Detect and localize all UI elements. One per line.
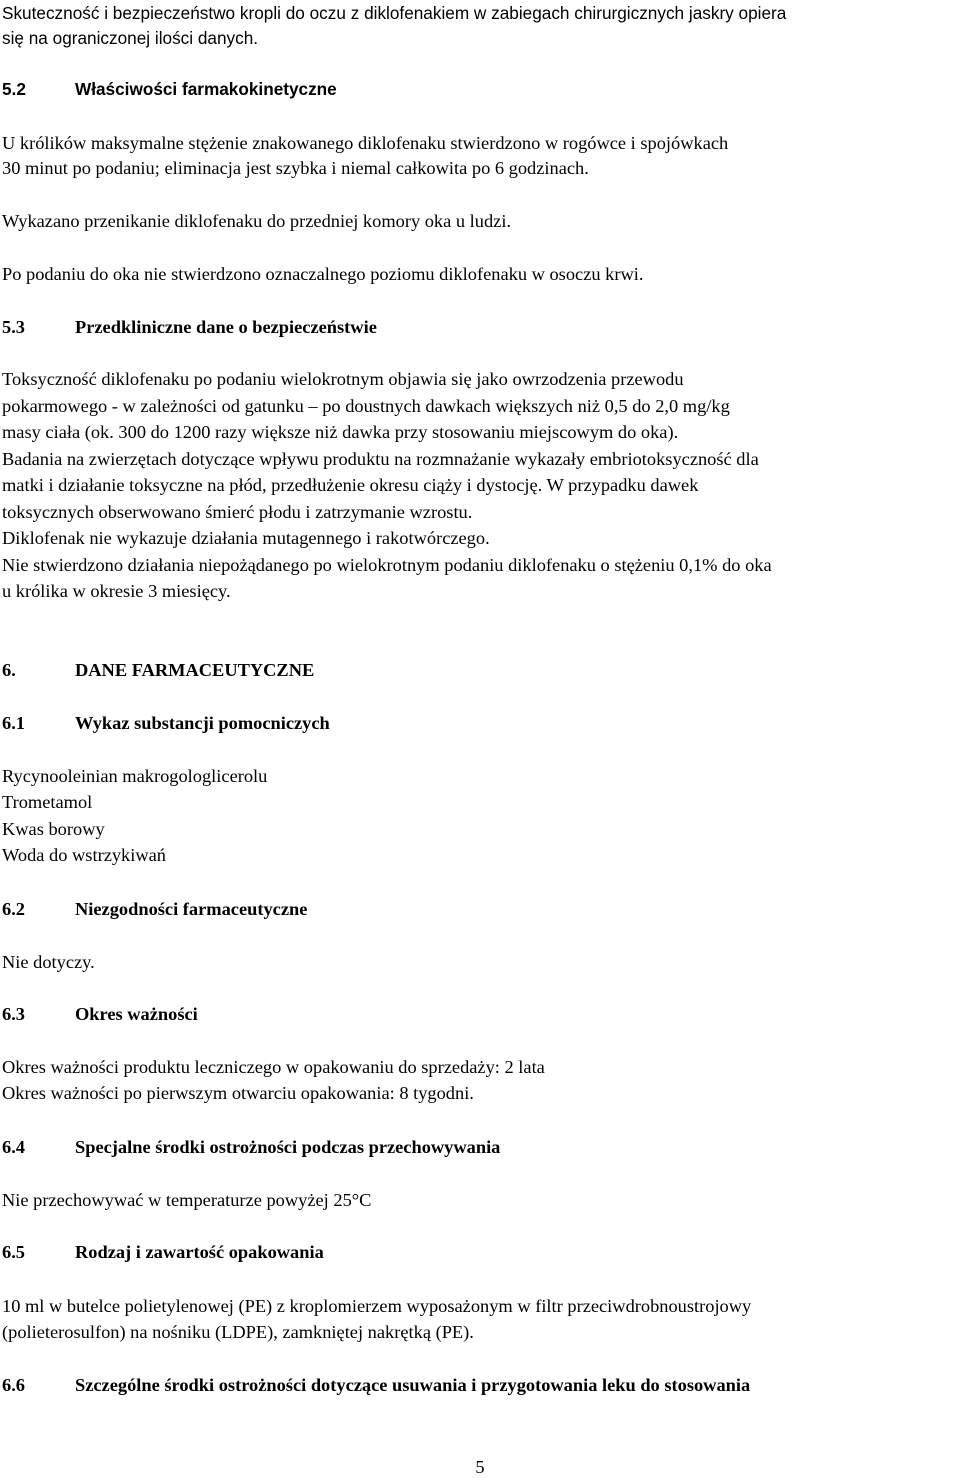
excipient-item: Rycynooleinian makrogologlicerolu <box>2 766 268 786</box>
section-number: 6.5 <box>2 1242 25 1262</box>
section-heading-6-2 <box>2 899 307 919</box>
section-heading-6-3 <box>2 1004 198 1024</box>
section-number: 5.3 <box>2 317 25 337</box>
paragraph-line: Badania na zwierzętach dotyczące wpływu produktu na rozmnażanie wykazały embriotoksyczność dla <box>2 449 759 469</box>
excipient-item: Trometamol <box>2 792 93 812</box>
section-heading-6-6 <box>2 1375 750 1395</box>
paragraph-line: Nie dotyczy. <box>2 952 95 972</box>
section-heading-5-2 <box>2 80 337 99</box>
paragraph-line: toksycznych obserwowano śmierć płodu i zatrzymanie wzrostu. <box>2 502 473 522</box>
excipient-item: Woda do wstrzykiwań <box>2 845 166 865</box>
section-title: Rodzaj i zawartość opakowania <box>75 1242 324 1262</box>
section-number: 6.3 <box>2 1004 25 1024</box>
section-number: 6.6 <box>2 1375 25 1395</box>
paragraph-line: pokarmowego - w zależności od gatunku – po doustnych dawkach większych niż 0,5 do 2,0 mg/kg <box>2 396 730 416</box>
paragraph-line: Po podaniu do oka nie stwierdzono oznaczalnego poziomu diklofenaku w osoczu krwi. <box>2 264 644 284</box>
paragraph-line: 30 minut po podaniu; eliminacja jest szybka i niemal całkowita po 6 godzinach. <box>2 158 589 178</box>
section-number: 6.2 <box>2 899 25 919</box>
section-heading-6-4 <box>2 1137 500 1157</box>
section-number: 5.2 <box>2 79 26 99</box>
section-title: Specjalne środki ostrożności podczas przechowywania <box>75 1137 501 1157</box>
section-title: Okres ważności <box>75 1004 198 1024</box>
section-title: Wykaz substancji pomocniczych <box>75 713 330 733</box>
paragraph-line: Okres ważności po pierwszym otwarciu opakowania: 8 tygodni. <box>2 1083 474 1103</box>
section-heading-6 <box>2 660 314 680</box>
section-number: 6.1 <box>2 713 25 733</box>
intro-line: Skuteczność i bezpieczeństwo kropli do oczu z diklofenakiem w zabiegach chirurgicznych jaskry opiera <box>2 3 787 23</box>
section-number: 6.4 <box>2 1137 25 1157</box>
paragraph-line: Nie stwierdzono działania niepożądanego po wielokrotnym podaniu diklofenaku o stężeniu 0,1% do oka <box>2 555 772 575</box>
paragraph-line: matki i działanie toksyczne na płód, przedłużenie okresu ciąży i dystocję. W przypadku dawek <box>2 475 699 495</box>
section-title: Szczególne środki ostrożności dotyczące usuwania i przygotowania leku do stosowania <box>75 1375 751 1395</box>
section-heading-6-5 <box>2 1242 324 1262</box>
section-heading-5-3 <box>2 317 377 337</box>
section-heading-6-1 <box>2 713 330 733</box>
paragraph-line: Okres ważności produktu leczniczego w opakowaniu do sprzedaży: 2 lata <box>2 1057 545 1077</box>
section-title: Niezgodności farmaceutyczne <box>75 899 308 919</box>
section-title: Właściwości farmakokinetyczne <box>75 79 337 99</box>
paragraph-line: Nie przechowywać w temperaturze powyżej 25°C <box>2 1190 372 1210</box>
paragraph-line: Wykazano przenikanie diklofenaku do przedniej komory oka u ludzi. <box>2 211 512 231</box>
section-title: Przedkliniczne dane o bezpieczeństwie <box>75 317 377 337</box>
paragraph-line: (polieterosulfon) na nośniku (LDPE), zamkniętej nakrętką (PE). <box>2 1322 474 1342</box>
paragraph-line: masy ciała (ok. 300 do 1200 razy większe niż dawka przy stosowaniu miejscowym do oka). <box>2 422 679 442</box>
section-title: DANE FARMACEUTYCZNE <box>75 660 315 680</box>
paragraph-line: U królików maksymalne stężenie znakowanego diklofenaku stwierdzono w rogówce i spojówkach <box>2 133 729 153</box>
section-number: 6. <box>2 660 16 680</box>
paragraph-line: Diklofenak nie wykazuje działania mutagennego i rakotwórczego. <box>2 528 490 548</box>
page-number: 5 <box>475 1457 485 1477</box>
intro-line: się na ograniczonej ilości danych. <box>2 28 259 48</box>
paragraph-line: 10 ml w butelce polietylenowej (PE) z kroplomierzem wyposażonym w filtr przeciwdrobnoustrojowy <box>2 1296 752 1316</box>
paragraph-line: u królika w okresie 3 miesięcy. <box>2 581 231 601</box>
paragraph-line: Toksyczność diklofenaku po podaniu wielokrotnym objawia się jako owrzodzenia przewodu <box>2 369 684 389</box>
excipient-item: Kwas borowy <box>2 819 105 839</box>
